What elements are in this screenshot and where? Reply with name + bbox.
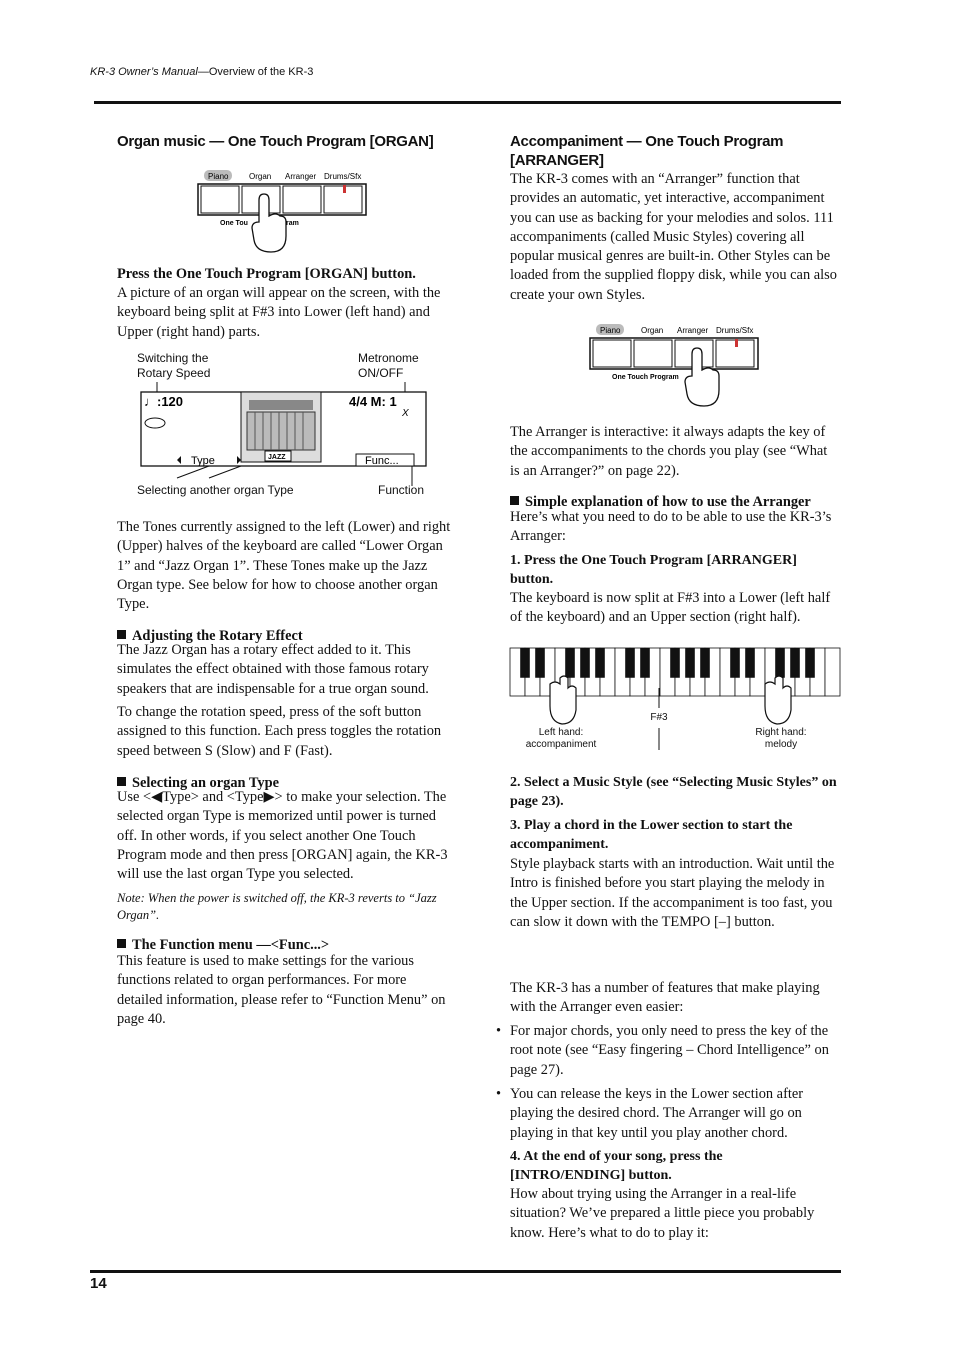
square-bullet-icon [117,777,126,786]
step3-text: Style playback starts with an introduction. Wait until the Intro is finished before you start playing the melody in the Upper section. If the accompaniment is too fast, you can slow it down with the TEMPO [–] button. [510,856,835,930]
arranger-section-title: Accompaniment — One Touch Program [ARRANGER] [510,133,784,169]
panel-label-drums: Drums/Sfx [324,172,362,181]
callout-metronome: Metronome ON/OFF [358,351,419,380]
black-key [685,648,695,678]
panel-label-arranger: Arranger [677,326,709,335]
step2-title: 2. Select a Music Style (see “Selecting Music Styles” on page 23). [510,775,837,810]
black-key [595,648,605,678]
black-key [775,648,785,678]
black-key [535,648,545,678]
page-number: 14 [90,1275,107,1292]
type-text: Use <◀Type> and <Type▶> to make your selection. The selected organ Type is memorized until power is turned off. In other words, if you select another One Touch Program mode and then press [ORGAN] again, the KR-3 will use the last organ Type you selected. [117,789,448,883]
list-item: • You can release the keys in the Lower section after playing the desired chord. The Arranger will go on playing in that key until you play another chord. [496,1086,804,1141]
organ-button-panel [196,166,371,256]
lcd-meter: 4/4 M: 1 [349,394,397,409]
organ-step-text: A picture of an organ will appear on the screen, with the keyboard being split at F#3 into Lower (left hand) and Upper (right hand) parts. [117,285,441,340]
black-key [565,648,575,678]
simple-text: Here’s what you need to do to be able to use the KR-3’s Arranger: [510,509,832,545]
arranger-intro: The KR-3 comes with an “Arranger” function that provides an automatic, yet interactive, accompaniment you can use as backing for your melodies and solos. 111 accompaniments (called Music Styles) covering all popular musical genres are built-in. Other Styles can be loaded from the supplied floppy disk, while you can also create your own Styles. [510,171,837,303]
svg-text:X: X [402,408,409,419]
black-key [790,648,800,678]
panel-label-drums: Drums/Sfx [716,326,754,335]
power-note: Note: When the power is switched off, the KR-3 reverts to “Jazz Organ”. [117,891,437,922]
organ-step-title: Press the One Touch Program [ORGAN] button. [117,266,416,282]
black-key [640,648,650,678]
black-key [580,648,590,678]
square-bullet-icon [510,496,519,505]
type-title: Selecting an organ Type [132,775,279,791]
panel-label-piano: Piano [600,326,621,335]
tones-text: The Tones currently assigned to the left (Lower) and right (Upper) halves of the keyboard are called “Lower Organ 1” and “Jazz Organ 1”. These Tones make up the Jazz Organ type. See below for how to choose another organ Type. [117,519,451,613]
square-bullet-icon [117,630,126,639]
callout-function: Function [378,483,425,497]
black-key [520,648,530,678]
section-name: —Overview of the KR-3 [197,66,314,78]
step4-text: How about trying using the Arranger in a real-life situation? We’ve prepared a little piece you probably know. Here’s what to do to play it: [510,1186,815,1241]
step4-title: 4. At the end of your song, press the [INTRO/ENDING] button. [510,1149,723,1184]
white-key [825,648,840,696]
step1-title: 1. Press the One Touch Program [ARRANGER] button. [510,553,797,588]
panel-caption-b: ram [286,220,299,227]
callout-rotary: Switching the Rotary Speed [137,351,211,380]
left-hand-label: Left hand: accompaniment [525,727,597,750]
lcd-func-button: Func... [365,455,399,467]
black-key [730,648,740,678]
func-title: The Function menu —<Func...> [132,937,330,953]
lcd-tempo: ♩:120 [144,394,184,409]
split-point-label: F#3 [650,712,668,723]
step3-title: 3. Play a chord in the Lower section to start the accompaniment. [510,818,793,853]
lcd-type-button: Type [191,455,215,467]
rotary-title: Adjusting the Rotary Effect [132,628,303,644]
panel-label-organ: Organ [249,172,272,181]
features-text: The KR-3 has a number of features that make playing with the Arranger even easier: [510,980,820,1016]
list-item: • For major chords, you only need to press the key of the root note (see “Easy fingering – Chord Intelligence” on page 27). [496,1023,829,1078]
organ-lcd-display [137,378,432,488]
black-key [670,648,680,678]
panel-caption-a: One Tou [220,220,248,227]
panel-label-piano: Piano [208,172,229,181]
simple-title: Simple explanation of how to use the Arranger [525,494,811,510]
bullet-2-text: You can release the keys in the Lower section after playing the desired chord. The Arranger will go on playing in that key until you play another chord. [510,1086,804,1141]
black-key [625,648,635,678]
panel-label-organ: Organ [641,326,664,335]
square-bullet-icon [117,939,126,948]
black-key [805,648,815,678]
interactive-text: The Arranger is interactive: it always adapts the key of the accompaniments to the chords you play (see “What is an Arranger?” on page 22). [510,424,828,479]
step1-text: The keyboard is now split at F#3 into a Lower (left half of the keyboard) and an Upper section (right half). [510,590,831,626]
panel-caption: One Touch Program [612,374,679,381]
right-hand-label: Right hand: melody [755,727,807,750]
bottom-rule [90,1270,841,1273]
callout-type: Selecting another organ Type [137,483,294,497]
manual-name: KR-3 Owner’s Manual [90,66,198,78]
rotary-text-2: To change the rotation speed, press of the soft button assigned to this function. Each press toggles the rotation speed between S (Slow) and F (Fast). [117,704,442,759]
top-rule [94,101,841,104]
black-key [700,648,710,678]
lcd-jazz-label: JAZZ [268,454,286,461]
black-key [745,648,755,678]
running-header [90,66,313,78]
arranger-button-panel [588,320,763,410]
bullet-1-text: For major chords, you only need to press the key of the root note (see “Easy fingering – Chord Intelligence” on page 27). [510,1023,829,1078]
rotary-text-1: The Jazz Organ has a rotary effect added to it. This simulates the effect obtained with those famous rotary speakers that are indispensable for a true organ sound. [117,642,429,697]
func-text: This feature is used to make settings for the various functions related to organ performances. For more detailed information, please refer to “Function Menu” on page 40. [117,953,446,1027]
panel-label-arranger: Arranger [285,172,317,181]
organ-section-title: Organ music — One Touch Program [ORGAN] [117,133,434,150]
